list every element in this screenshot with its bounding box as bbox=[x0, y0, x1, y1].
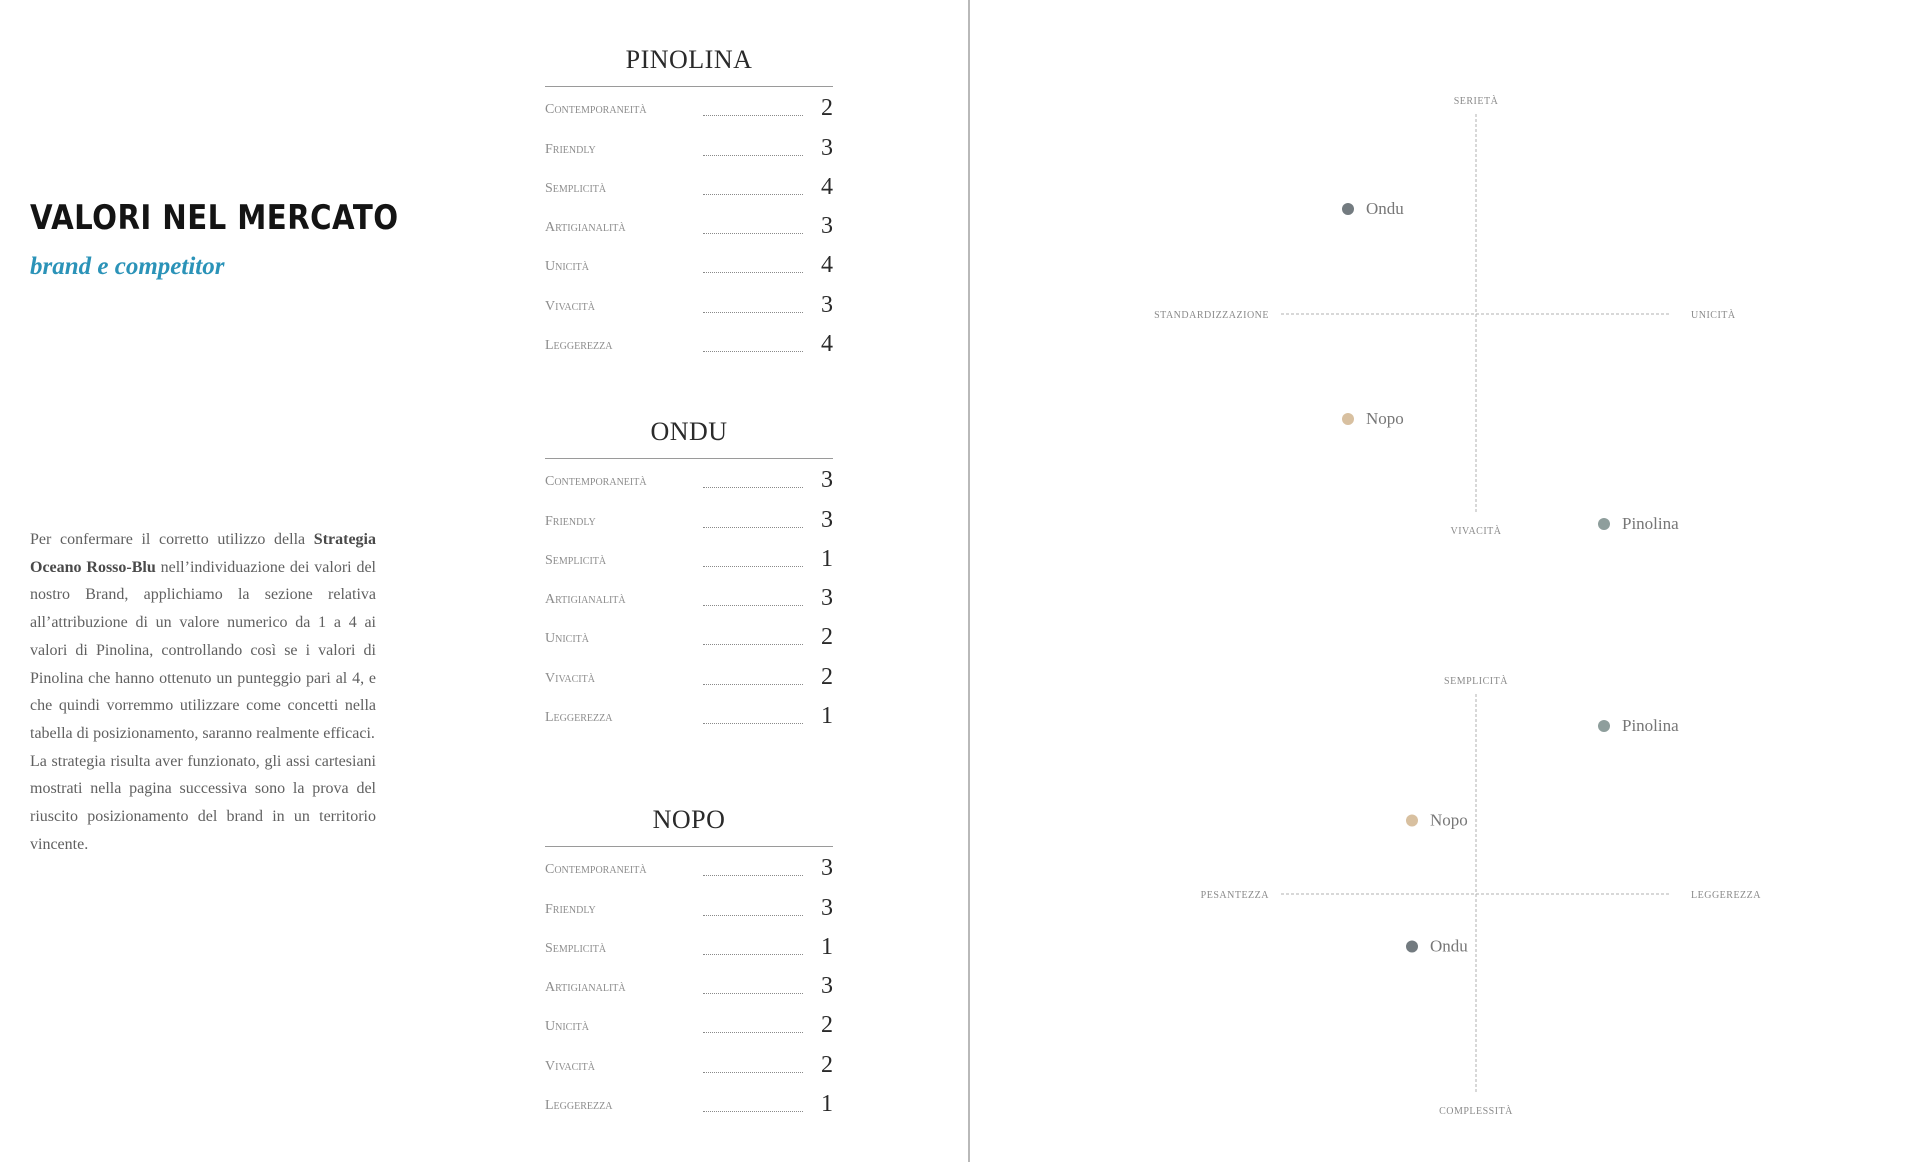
dotted-leader bbox=[703, 644, 803, 645]
score-table-title: PINOLINA bbox=[625, 45, 753, 74]
brand-point-label: Nopo bbox=[1430, 810, 1468, 830]
score-value: 2 bbox=[821, 663, 833, 690]
brand-point-marker bbox=[1406, 941, 1418, 953]
score-value: 3 bbox=[821, 213, 833, 240]
score-value: 2 bbox=[821, 95, 833, 122]
score-value: 1 bbox=[821, 703, 833, 730]
score-value: 4 bbox=[821, 331, 833, 358]
score-table-title: ONDU bbox=[650, 417, 728, 446]
score-attribute-label: Friendly bbox=[545, 513, 596, 529]
dotted-leader bbox=[703, 723, 803, 724]
intro-text bbox=[30, 526, 376, 858]
brand-point-marker bbox=[1342, 413, 1354, 425]
score-row bbox=[545, 87, 833, 126]
score-row bbox=[545, 695, 833, 734]
axis-label-bottom: COMPLESSITÀ bbox=[1439, 1106, 1513, 1117]
positioning-map-2-svg bbox=[1100, 640, 1800, 1140]
score-attribute-label: Vivacità bbox=[545, 1058, 595, 1074]
dotted-leader bbox=[703, 115, 803, 116]
score-row bbox=[545, 577, 833, 616]
score-attribute-label: Contemporaneità bbox=[545, 102, 647, 118]
dotted-leader bbox=[703, 954, 803, 955]
dotted-leader bbox=[703, 351, 803, 352]
score-attribute-label: Unicità bbox=[545, 631, 589, 647]
intro-paragraph-1: Per confermare il corretto utilizzo della Strategia Oceano Rosso-Blu nell’individuazione dei valori del nostro Brand, applichiamo la sezione relativa all’attribuzione di un valore numerico da 1 a 4 ai valori di Pinolina, controllando così se i valori di Pinolina che hanno ottenuto un punteggio pari al 4, e che quindi vorremmo utilizzare come concetti nella tabella di posizionamento, saranno realmente efficaci. bbox=[30, 531, 376, 742]
score-row bbox=[545, 886, 833, 925]
score-row bbox=[545, 1004, 833, 1043]
axis-label-right: LEGGEREZZA bbox=[1691, 890, 1761, 901]
score-row bbox=[545, 655, 833, 694]
dotted-leader bbox=[703, 993, 803, 994]
axis-label-bottom: VIVACITÀ bbox=[1450, 526, 1502, 537]
dotted-leader bbox=[703, 487, 803, 488]
score-value: 3 bbox=[821, 506, 833, 533]
dotted-leader bbox=[703, 1111, 803, 1112]
score-attribute-label: Friendly bbox=[545, 901, 596, 917]
section-title: VALORI NEL MERCATO bbox=[30, 198, 399, 238]
dotted-leader bbox=[703, 312, 803, 313]
positioning-map-2 bbox=[1100, 640, 1800, 1140]
score-attribute-label: Unicità bbox=[545, 1019, 589, 1035]
score-attribute-label: Vivacità bbox=[545, 298, 595, 314]
dotted-leader bbox=[703, 875, 803, 876]
score-value: 2 bbox=[821, 1012, 833, 1039]
score-attribute-label: Leggerezza bbox=[545, 710, 613, 726]
axis-label-right: UNICITÀ bbox=[1691, 310, 1736, 321]
score-table-title: NOPO bbox=[652, 805, 726, 834]
dotted-leader bbox=[703, 527, 803, 528]
score-attribute-label: Vivacità bbox=[545, 670, 595, 686]
score-row bbox=[545, 498, 833, 537]
score-row bbox=[545, 126, 833, 165]
intro-strategy-name: Strategia Oceano Rosso-Blu bbox=[30, 531, 376, 576]
score-attribute-label: Contemporaneità bbox=[545, 474, 647, 490]
score-row bbox=[545, 847, 833, 886]
score-value: 4 bbox=[821, 252, 833, 279]
score-value: 1 bbox=[821, 933, 833, 960]
score-row bbox=[545, 323, 833, 362]
axis-label-left: PESANTEZZA bbox=[1200, 890, 1269, 901]
score-row bbox=[545, 926, 833, 965]
score-value: 1 bbox=[821, 545, 833, 572]
score-row bbox=[545, 459, 833, 498]
dotted-leader bbox=[703, 1032, 803, 1033]
dotted-leader bbox=[703, 1072, 803, 1073]
score-attribute-label: Artigianalità bbox=[545, 592, 626, 608]
dotted-leader bbox=[703, 155, 803, 156]
axis-label-top: SERIETÀ bbox=[1453, 96, 1499, 107]
score-value: 3 bbox=[821, 134, 833, 161]
score-attribute-label: Leggerezza bbox=[545, 338, 613, 354]
score-value: 2 bbox=[821, 1051, 833, 1078]
score-row bbox=[545, 965, 833, 1004]
dotted-leader bbox=[703, 915, 803, 916]
brand-point-label: Pinolina bbox=[1622, 716, 1679, 735]
score-value: 4 bbox=[821, 173, 833, 200]
dotted-leader bbox=[703, 194, 803, 195]
positioning-map-1-svg bbox=[1100, 60, 1800, 560]
score-attribute-label: Unicità bbox=[545, 259, 589, 275]
score-row bbox=[545, 538, 833, 577]
score-table-1 bbox=[545, 412, 833, 734]
score-value: 3 bbox=[821, 894, 833, 921]
section-subtitle: brand e competitor bbox=[30, 253, 225, 280]
score-attribute-label: Semplicità bbox=[545, 180, 607, 196]
intro-paragraph-2: La strategia risulta aver funzionato, gli assi cartesiani mostrati nella pagina successiva sono la prova del riuscito posizionamento del brand in un territorio vincente. bbox=[30, 752, 376, 853]
page-spine-divider bbox=[968, 0, 970, 1162]
brand-point-marker bbox=[1598, 518, 1610, 530]
score-value: 3 bbox=[821, 291, 833, 318]
score-row bbox=[545, 205, 833, 244]
dotted-leader bbox=[703, 605, 803, 606]
score-row bbox=[545, 244, 833, 283]
score-row bbox=[545, 1083, 833, 1122]
score-value: 3 bbox=[821, 855, 833, 882]
brand-point-label: Ondu bbox=[1430, 936, 1468, 956]
score-value: 1 bbox=[821, 1091, 833, 1118]
score-table-2 bbox=[545, 800, 833, 1122]
brand-point-marker bbox=[1598, 720, 1610, 732]
score-attribute-label: Friendly bbox=[545, 141, 596, 157]
brand-point-marker bbox=[1406, 815, 1418, 827]
dotted-leader bbox=[703, 684, 803, 685]
positioning-map-1 bbox=[1100, 60, 1800, 560]
score-row bbox=[545, 616, 833, 655]
score-attribute-label: Semplicità bbox=[545, 552, 607, 568]
score-value: 3 bbox=[821, 973, 833, 1000]
dotted-leader bbox=[703, 566, 803, 567]
dotted-leader bbox=[703, 272, 803, 273]
score-table-0 bbox=[545, 40, 833, 362]
score-value: 3 bbox=[821, 467, 833, 494]
score-row bbox=[545, 166, 833, 205]
score-attribute-label: Leggerezza bbox=[545, 1098, 613, 1114]
brand-point-label: Pinolina bbox=[1622, 514, 1679, 533]
score-attribute-label: Contemporaneità bbox=[545, 862, 647, 878]
score-row bbox=[545, 1043, 833, 1082]
brand-point-label: Ondu bbox=[1366, 199, 1404, 218]
score-attribute-label: Semplicità bbox=[545, 940, 607, 956]
score-row bbox=[545, 283, 833, 322]
axis-label-left: STANDARDIZZAZIONE bbox=[1154, 310, 1269, 321]
brand-point-marker bbox=[1342, 203, 1354, 215]
score-attribute-label: Artigianalità bbox=[545, 220, 626, 236]
dotted-leader bbox=[703, 233, 803, 234]
score-value: 2 bbox=[821, 624, 833, 651]
axis-label-top: SEMPLICITÀ bbox=[1444, 676, 1508, 687]
brand-point-label: Nopo bbox=[1366, 409, 1404, 428]
score-attribute-label: Artigianalità bbox=[545, 980, 626, 996]
score-value: 3 bbox=[821, 585, 833, 612]
